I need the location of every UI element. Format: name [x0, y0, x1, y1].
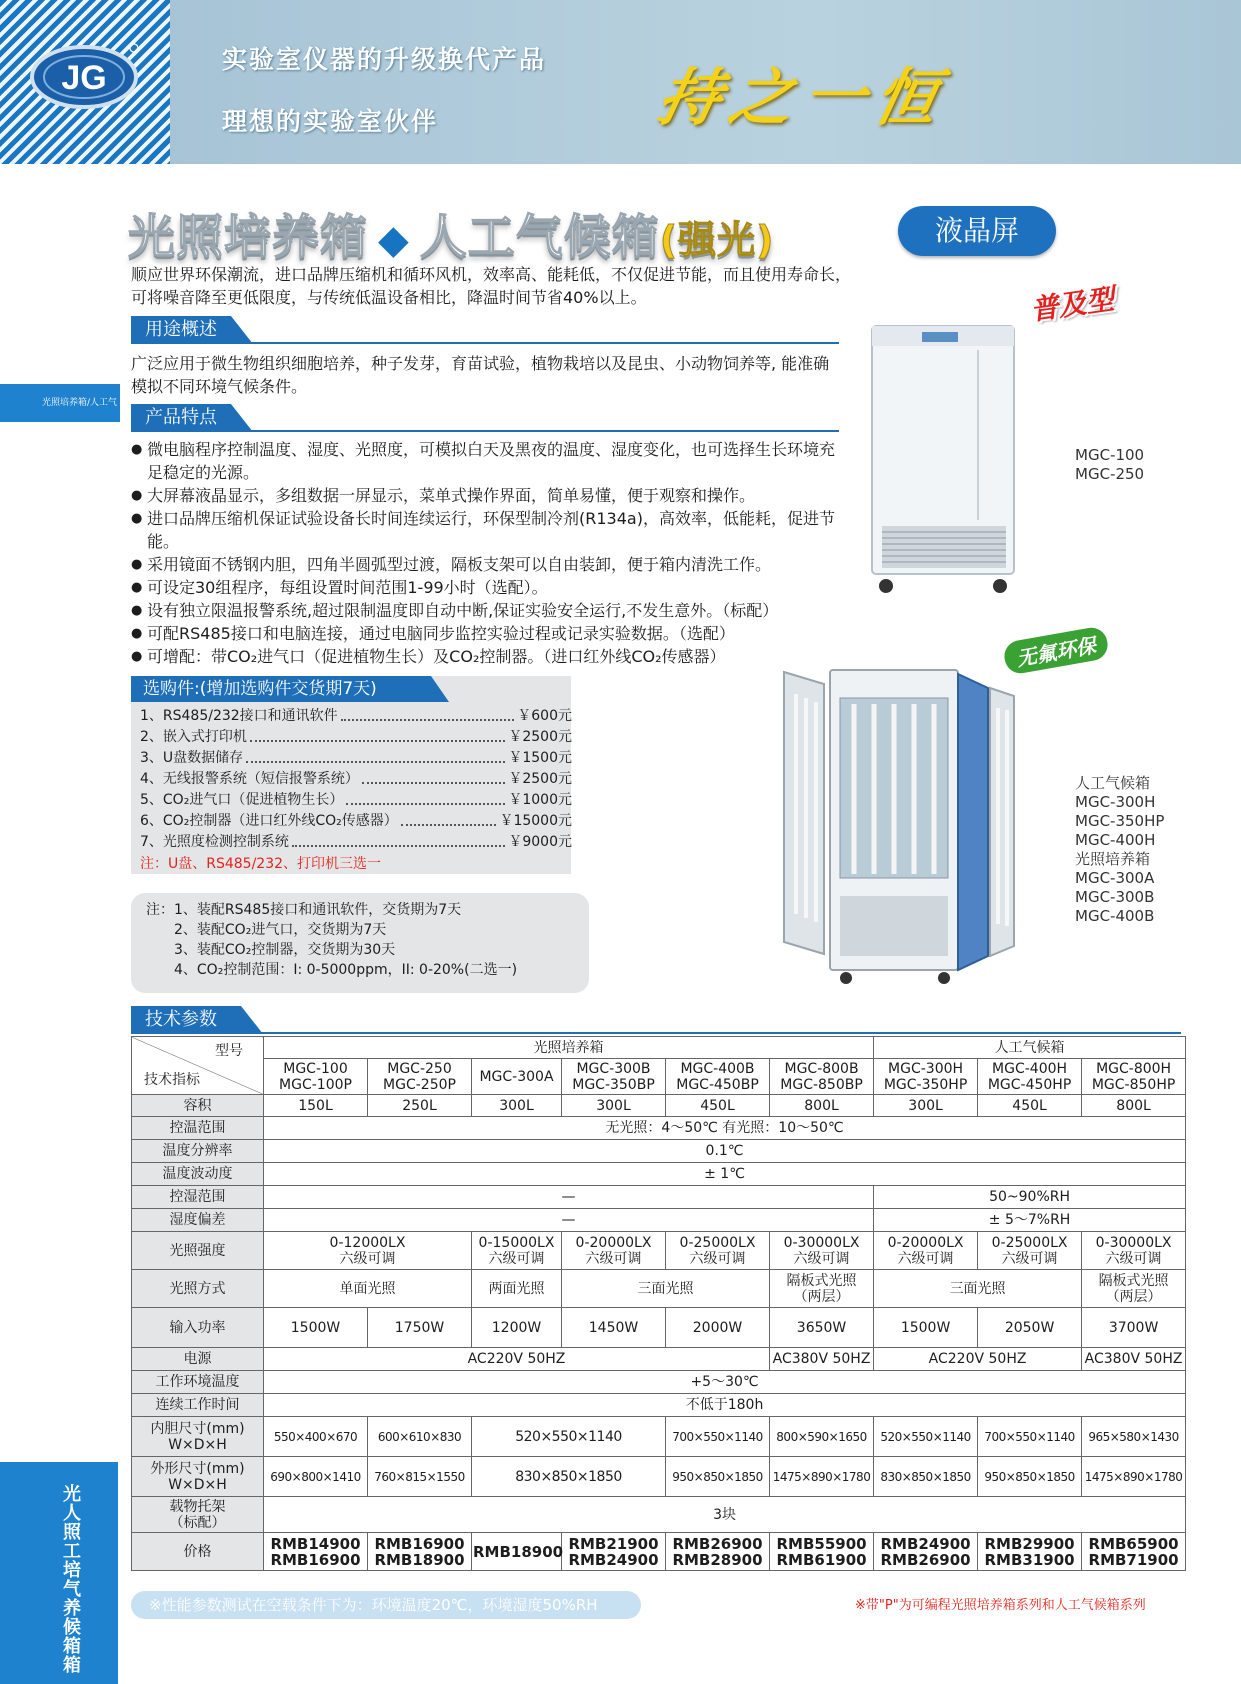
price-cell: RMB18900 [472, 1533, 562, 1571]
cell: 830×850×1850 [472, 1457, 666, 1497]
price-cell: RMB55900 RMB61900 [770, 1533, 874, 1571]
row-label: 连续工作时间 [132, 1394, 264, 1417]
cell: 700×550×1140 [978, 1417, 1082, 1457]
row-label: 温度分辨率 [132, 1140, 264, 1163]
feature-item: ● 进口品牌压缩机保证试验设备长时间连续运行，环保型制冷剂(R134a)，高效率，低能耗，促进节能。 [131, 507, 841, 553]
cell: 0-20000LX 六级可调 [562, 1232, 666, 1270]
cell: 450L [978, 1095, 1082, 1117]
feature-item: ● 可配RS485接口和电脑连接，通过电脑同步监控实验过程或记录实验数据。（选配） [131, 622, 841, 645]
cell: +5～30℃ [264, 1371, 1186, 1394]
spec-table [131, 1036, 1186, 1571]
slogan-calligraphy: 持之一恒 [651, 61, 955, 134]
cell: 1500W [874, 1308, 978, 1348]
row-label: 温度波动度 [132, 1163, 264, 1186]
cell: 3块 [264, 1497, 1186, 1533]
cell: AC380V 50HZ [770, 1348, 874, 1371]
title-part-3: (强光) [659, 218, 775, 262]
row-label: 工作环境温度 [132, 1371, 264, 1394]
cell: 0-30000LX 六级可调 [1082, 1232, 1186, 1270]
model-cell: MGC-300B MGC-350BP [562, 1059, 666, 1095]
cell: 0-25000LX 六级可调 [666, 1232, 770, 1270]
delivery-note: 4、CO₂控制范围：I: 0-5000ppm，II: 0-20%(二选一) [174, 962, 518, 978]
delivery-note: 注：1、装配RS485接口和通讯软件，交货期为7天 [146, 902, 462, 918]
title-part-2: 人工气候箱 [419, 210, 660, 265]
cell: 800×590×1650 [770, 1417, 874, 1457]
cell: 0-30000LX 六级可调 [770, 1232, 874, 1270]
cell: 520×550×1140 [874, 1417, 978, 1457]
cell: 3650W [770, 1308, 874, 1348]
option-item: 7、光照度检测控制系统 ￥9000元 [140, 834, 572, 850]
tech-heading: 技术参数 [131, 1006, 241, 1034]
cell: 550×400×670 [264, 1417, 368, 1457]
header-model-label: 型号 [215, 1043, 243, 1059]
cell: 0.1℃ [264, 1140, 1186, 1163]
cell: 1475×890×1780 [770, 1457, 874, 1497]
cell: 690×800×1410 [264, 1457, 368, 1497]
row-label: 价格 [132, 1533, 264, 1571]
cell: 无光照：4～50℃ 有光照：10～50℃ [264, 1117, 1186, 1140]
cell: 250L [368, 1095, 472, 1117]
delivery-note: 2、装配CO₂进气口，交货期为7天 [174, 922, 387, 938]
cell: 0-25000LX 六级可调 [978, 1232, 1082, 1270]
cell: 1500W [264, 1308, 368, 1348]
lcd-badge: 液晶屏 [898, 206, 1056, 256]
option-item: 1、RS485/232接口和通讯软件 ￥600元 [140, 708, 572, 724]
test-condition-note: ※性能参数测试在空载条件下为：环境温度20℃，环境湿度50%RH [131, 1591, 641, 1619]
option-item: 2、嵌入式打印机 ￥2500元 [140, 729, 572, 745]
tagline-2: 理想的实验室伙伴 [222, 107, 439, 136]
group-header: 光照培养箱 [264, 1037, 874, 1059]
model-cell: MGC-300H MGC-350HP [874, 1059, 978, 1095]
diamond-icon: ◆ [378, 217, 410, 263]
option-item: 6、CO₂控制器（进口红外线CO₂传感器） ￥15000元 [140, 813, 572, 829]
intro-text: 顺应世界环保潮流，进口品牌压缩机和循环风机，效率高、能耗低，不仅促进节能，而且使用寿命长，可将噪音降至更低限度，与传统低温设备相比，降温时间节省40%以上。 [131, 265, 852, 307]
cell: — [264, 1186, 874, 1209]
cell: ± 1℃ [264, 1163, 1186, 1186]
features-divider [131, 430, 839, 432]
header-corner-cell [132, 1037, 264, 1095]
model-cell: MGC-300A [472, 1059, 562, 1095]
cell: 1450W [562, 1308, 666, 1348]
row-label: 控湿范围 [132, 1186, 264, 1209]
feature-item: ● 微电脑程序控制温度、湿度、光照度，可模拟白天及黑夜的温度、湿度变化，也可选择生长环境充足稳定的光源。 [131, 438, 841, 484]
cell: 3700W [1082, 1308, 1186, 1348]
feature-item: ● 可设定30组程序，每组设置时间范围1-99小时（选配）。 [131, 576, 841, 599]
cabinet-image-mgc-300 [774, 664, 1022, 990]
cell: 965×580×1430 [1082, 1417, 1186, 1457]
programmable-note: ※带"P"为可编程光照培养箱系列和人工气候箱系列 [855, 1598, 1146, 1613]
row-label: 控温范围 [132, 1117, 264, 1140]
options-heading: 选购件:(增加选购件交货期7天) [131, 676, 431, 702]
cell: 三面光照 [562, 1270, 770, 1308]
group-header: 人工气候箱 [874, 1037, 1186, 1059]
features-heading: 产品特点 [131, 404, 231, 432]
cell: 2050W [978, 1308, 1082, 1348]
cell: 1475×890×1780 [1082, 1457, 1186, 1497]
cell: 800L [770, 1095, 874, 1117]
row-label: 外形尺寸(mm) W×D×H [132, 1457, 264, 1497]
price-cell: RMB26900 RMB28900 [666, 1533, 770, 1571]
cell: 800L [1082, 1095, 1186, 1117]
company-logo [30, 42, 138, 112]
row-label: 光照强度 [132, 1232, 264, 1270]
cell: 0-12000LX 六级可调 [264, 1232, 472, 1270]
model-cell: MGC-400H MGC-450HP [978, 1059, 1082, 1095]
page-title [128, 200, 775, 267]
price-cell: RMB24900 RMB26900 [874, 1533, 978, 1571]
cell: 830×850×1850 [874, 1457, 978, 1497]
cell: 三面光照 [874, 1270, 1082, 1308]
tagline-1: 实验室仪器的升级换代产品 [222, 45, 547, 74]
price-cell: RMB14900 RMB16900 [264, 1533, 368, 1571]
features-list [131, 438, 841, 668]
option-item: 5、CO₂进气口（促进植物生长） ￥1000元 [140, 792, 572, 808]
cell: AC220V 50HZ [874, 1348, 1082, 1371]
cell: 700×550×1140 [666, 1417, 770, 1457]
cell: 两面光照 [472, 1270, 562, 1308]
row-label: 内胆尺寸(mm) W×D×H [132, 1417, 264, 1457]
cell: 520×550×1140 [472, 1417, 666, 1457]
cell: 2000W [666, 1308, 770, 1348]
model-cell: MGC-250 MGC-250P [368, 1059, 472, 1095]
cell: 760×815×1550 [368, 1457, 472, 1497]
cell: 950×850×1850 [666, 1457, 770, 1497]
row-label: 湿度偏差 [132, 1209, 264, 1232]
feature-item: ● 大屏幕液晶显示，多组数据一屏显示，菜单式操作界面，简单易懂，便于观察和操作。 [131, 484, 841, 507]
usage-divider [131, 342, 839, 344]
cell: 600×610×830 [368, 1417, 472, 1457]
cell: 1750W [368, 1308, 472, 1348]
title-part-1: 光照培养箱 [128, 210, 368, 265]
feature-item: ● 可增配：带CO₂进气口（促进植物生长）及CO₂控制器。（进口红外线CO₂传感器） [131, 645, 841, 668]
cell: 300L [874, 1095, 978, 1117]
svg-text:JG: JG [61, 59, 107, 97]
price-cell: RMB65900 RMB71900 [1082, 1533, 1186, 1571]
cell: 1200W [472, 1308, 562, 1348]
option-item: 3、U盘数据储存 ￥1500元 [140, 750, 572, 766]
cell: 0-20000LX 六级可调 [874, 1232, 978, 1270]
side-tab-top[interactable]: 光照培养箱/人工气候箱 [0, 384, 120, 422]
side-tab-bottom-label: 光人照工培气养候箱箱 [60, 1484, 81, 1674]
fluorine-free-badge: 无氟环保 [1002, 625, 1110, 676]
usage-text: 广泛应用于微生物组织细胞培养，种子发芽，育苗试验，植物栽培以及昆虫、小动物饲养等, 能准确模拟不同环境气候条件。 [131, 354, 830, 396]
options-note: 注：U盘、RS485/232、打印机三选一 [140, 856, 382, 872]
models-label-2: 人工气候箱 MGC-300H MGC-350HP MGC-400H 光照培养箱 MGC-300A MGC-300B MGC-400B [1075, 774, 1165, 925]
models-label-1: MGC-100 MGC-250 [1075, 446, 1145, 483]
delivery-note: 3、装配CO₂控制器，交货期为30天 [174, 942, 396, 958]
cell: 不低于180h [264, 1394, 1186, 1417]
cell: 950×850×1850 [978, 1457, 1082, 1497]
cell: 隔板式光照 （两层） [770, 1270, 874, 1308]
cell: 隔板式光照 （两层） [1082, 1270, 1186, 1308]
feature-item: ● 采用镜面不锈钢内胆，四角半圆弧型过渡，隔板支架可以自由装卸，便于箱内清洗工作。 [131, 553, 841, 576]
feature-item: ● 设有独立限温报警系统,超过限制温度即自动中断,保证实验安全运行,不发生意外。（标配） [131, 599, 841, 622]
cell: 300L [472, 1095, 562, 1117]
row-label: 容积 [132, 1095, 264, 1117]
model-cell: MGC-100 MGC-100P [264, 1059, 368, 1095]
cell: ± 5～7%RH [874, 1209, 1186, 1232]
row-label: 输入功率 [132, 1308, 264, 1348]
option-item: 4、无线报警系统（短信报警系统） ￥2500元 [140, 771, 572, 787]
cell: 50~90%RH [874, 1186, 1186, 1209]
cell: 0-15000LX 六级可调 [472, 1232, 562, 1270]
row-label: 载物托架 （标配） [132, 1497, 264, 1533]
cabinet-image-mgc-100 [866, 320, 1024, 602]
cell: 450L [666, 1095, 770, 1117]
cell: — [264, 1209, 874, 1232]
cell: 单面光照 [264, 1270, 472, 1308]
cell: AC220V 50HZ [264, 1348, 770, 1371]
basic-model-badge: 普及型 [1028, 282, 1117, 327]
price-cell: RMB16900 RMB18900 [368, 1533, 472, 1571]
usage-heading: 用途概述 [131, 316, 231, 344]
cell: AC380V 50HZ [1082, 1348, 1186, 1371]
row-label: 电源 [132, 1348, 264, 1371]
model-cell: MGC-800H MGC-850HP [1082, 1059, 1186, 1095]
cell: 300L [562, 1095, 666, 1117]
cell: 150L [264, 1095, 368, 1117]
header-index-label: 技术指标 [144, 1072, 200, 1088]
model-cell: MGC-800B MGC-850BP [770, 1059, 874, 1095]
tech-divider [131, 1032, 1181, 1034]
price-cell: RMB29900 RMB31900 [978, 1533, 1082, 1571]
row-label: 光照方式 [132, 1270, 264, 1308]
price-cell: RMB21900 RMB24900 [562, 1533, 666, 1571]
model-cell: MGC-400B MGC-450BP [666, 1059, 770, 1095]
